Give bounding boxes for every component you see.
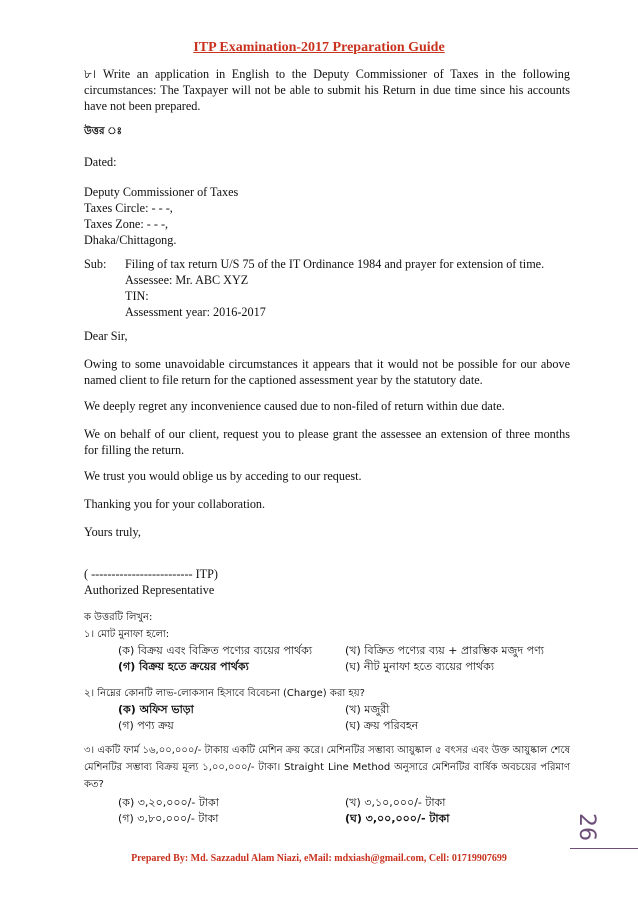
mcq-2-option-d: (ঘ) ক্রয় পরিবহন — [345, 719, 419, 732]
mcq-3-option-d: (ঘ) ৩,০০,০০০/- টাকা — [345, 812, 450, 825]
page-number: 26 — [574, 813, 599, 841]
question-8: ৮। Write an application in English to the Deputy Commissioner of Taxes in the following circumstances: The Taxpayer will not be able to submit his Return in due time since his accounts have not been prepared. — [84, 67, 570, 113]
mcq-3-option-a: (ক) ৩,২০,০০০/- টাকা — [118, 796, 219, 809]
salutation: Dear Sir, — [84, 329, 128, 343]
address-line-4: Dhaka/Chittagong. — [84, 233, 177, 247]
mcq-3-option-b: (খ) ৩,১০,০০০/- টাকা — [345, 796, 446, 809]
letter-paragraph-3: We on behalf of our client, request you to please grant the assessee an extension of three months for filling the return. — [84, 427, 570, 457]
letter-paragraph-2: We deeply regret any inconvenience caused due to non-filed of return within due date. — [84, 399, 505, 413]
mcq-2-stem: ২। নিম্নের কোনটি লাভ-লোকসান হিসাবে বিবেচনা (Charge) করা হয়? — [84, 688, 365, 699]
letter-paragraph-4: We trust you would oblige us by acceding to our request. — [84, 469, 362, 483]
page-footer: Prepared By: Md. Sazzadul Alam Niazi, eMail: mdxiash@gmail.com, Cell: 01719907699 — [131, 853, 507, 864]
address-line-1: Deputy Commissioner of Taxes — [84, 185, 239, 199]
signature-title: Authorized Representative — [84, 583, 215, 597]
subject-label: Sub: — [84, 257, 107, 271]
mcq-2-option-b: (খ) মজুরী — [345, 703, 390, 716]
mcq-1-stem: ১। মোট মুনাফা হলো: — [84, 629, 170, 640]
mcq-heading: ক উত্তরটি লিখুন: — [84, 612, 153, 623]
mcq-1-option-a: (ক) বিক্রয় এবং বিক্রিত পণ্যের ব্যয়ের পার্থক্য — [118, 644, 313, 657]
subject-line-4: Assessment year: 2016-2017 — [125, 305, 266, 319]
mcq-2-option-c: (গ) পণ্য ক্রয় — [118, 719, 174, 732]
subject-line-1: Filing of tax return U/S 75 of the IT Ordinance 1984 and prayer for extension of time. — [125, 257, 545, 271]
letter-paragraph-5: Thanking you for your collaboration. — [84, 497, 266, 511]
mcq-3-option-c: (গ) ৩,৮০,০০০/- টাকা — [118, 812, 219, 825]
letter-closing: Yours truly, — [84, 525, 141, 539]
letter-dated: Dated: — [84, 155, 117, 169]
page-title: ITP Examination-2017 Preparation Guide — [193, 40, 445, 55]
address-line-2: Taxes Circle: - - -, — [84, 201, 173, 215]
subject-line-2: Assessee: Mr. ABC XYZ — [125, 273, 249, 287]
mcq-1-option-d: (ঘ) নীট মুনাফা হতে ব্যয়ের পার্থক্য — [345, 660, 495, 673]
answer-label: উত্তর ঃ — [84, 126, 122, 137]
mcq-1-option-c: (গ) বিক্রয় হতে ক্রয়ের পার্থক্য — [118, 660, 249, 673]
letter-paragraph-1: Owing to some unavoidable circumstances it appears that it would not be possible for our above named client to file return for the captioned assessment year by the statutory date. — [84, 357, 570, 387]
address-line-3: Taxes Zone: - - -, — [84, 217, 169, 231]
page-number-rule — [570, 848, 638, 849]
signature-line: ( ------------------------- ITP) — [84, 567, 218, 581]
mcq-3-stem: ৩। একটি ফার্ম ১৬,০০,০০০/- টাকায় একটি মেশিন ক্রয় করে। মেশিনটির সম্ভাব্য আয়ুষ্কাল ৫ বৎসর এবং উক্ত আয়ুষ্কাল শেষে মেশিনটির সম্ভাব্য বিক্রয় মূল্য ১,০০,০০০/- টাকা। Straight Line Method অনুসারে মেশিনটির বার্ষিক অবচয়ের পরিমাণ কত? — [84, 745, 570, 790]
mcq-2-option-a: (ক) অফিস ভাড়া — [118, 703, 194, 716]
mcq-1-option-b: (খ) বিক্রিত পণ্যের ব্যয় + প্রারম্ভিক মজুদ পণ্য — [345, 644, 544, 657]
subject-line-3: TIN: — [125, 289, 149, 303]
